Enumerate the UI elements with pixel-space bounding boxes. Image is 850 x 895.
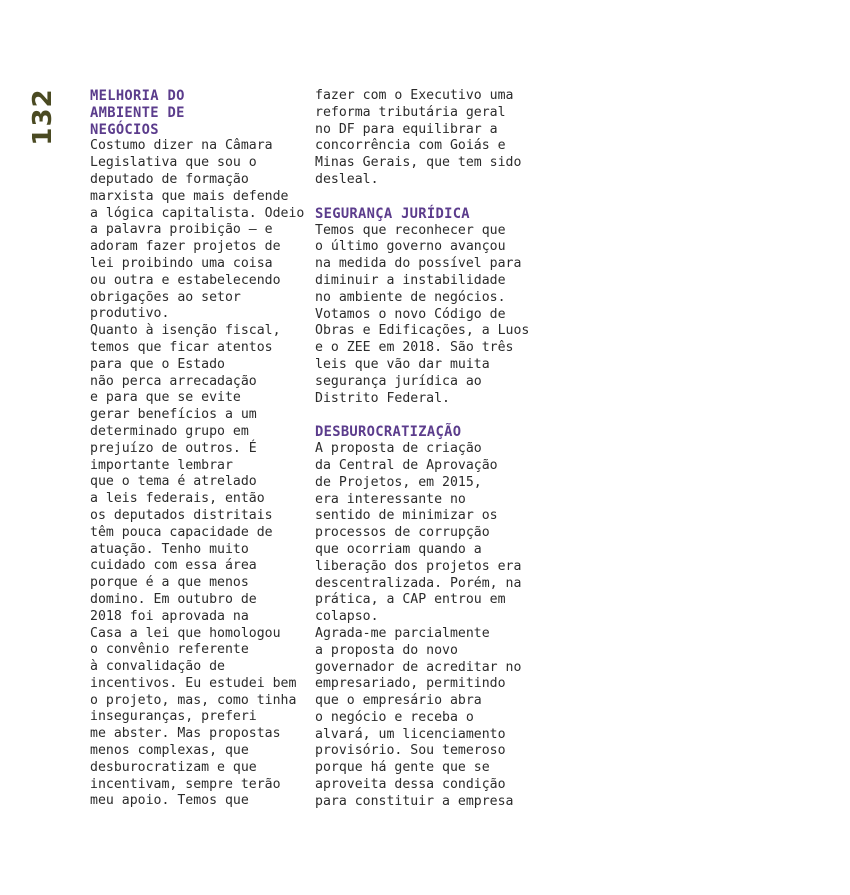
- text-line: atuação. Tenho muito: [90, 541, 249, 557]
- text-line: desleal.: [315, 171, 379, 187]
- text-line: governador de acreditar no: [315, 659, 522, 675]
- text-line: prejuízo de outros. É: [90, 440, 257, 456]
- text-line: domino. Em outubro de: [90, 591, 257, 607]
- text-line: menos complexas, que: [90, 743, 249, 759]
- text-line: diminuir a instabilidade: [315, 272, 506, 288]
- text-line: não perca arrecadação: [90, 373, 257, 389]
- text-line: Quanto à isenção fiscal,: [90, 323, 281, 339]
- text-line: inseguranças, preferi: [90, 709, 257, 725]
- text-line: o projeto, mas, como tinha: [90, 692, 297, 708]
- section-heading-seguranca: SEGURANÇA JURÍDICA: [315, 205, 470, 222]
- text-line: leis que vão dar muita: [315, 356, 490, 372]
- text-line: A proposta de criação: [315, 441, 482, 457]
- text-line: porque é a que menos: [90, 575, 249, 591]
- text-line: fazer com o Executivo uma: [315, 88, 514, 103]
- text-line: descentralizada. Porém, na: [315, 575, 522, 591]
- text-line: no ambiente de negócios.: [315, 289, 506, 305]
- text-line: gerar benefícios a um: [90, 407, 257, 423]
- text-line: que o empresário abra: [315, 693, 482, 709]
- text-line: Temos que reconhecer que: [315, 222, 506, 238]
- text-line: e o ZEE em 2018. São três: [315, 340, 514, 356]
- text-line: me abster. Mas propostas: [90, 726, 281, 742]
- text-line: era interessante no: [315, 491, 466, 507]
- text-line: provisório. Sou temeroso: [315, 743, 506, 759]
- section-desburocratizacao-body: [315, 441, 545, 811]
- text-line: a leis federais, então: [90, 491, 265, 507]
- page-number-text: 132: [28, 88, 58, 146]
- text-line: os deputados distritais: [90, 507, 273, 523]
- text-line: prática, a CAP entrou em: [315, 592, 506, 608]
- text-line: Votamos o novo Código de: [315, 306, 506, 322]
- text-line: a lógica capitalista. Odeio: [90, 205, 305, 221]
- text-line: 2018 foi aprovada na: [90, 608, 249, 624]
- text-line: segurança jurídica ao: [315, 373, 482, 389]
- text-line: na medida do possível para: [315, 256, 522, 272]
- text-line: cuidado com essa área: [90, 558, 257, 574]
- text-line: a palavra proibição — e: [90, 222, 273, 238]
- text-line: no DF para equilibrar a: [315, 121, 498, 137]
- text-line: importante lembrar: [90, 457, 233, 473]
- text-line: empresariado, permitindo: [315, 676, 506, 692]
- text-line: à convalidação de: [90, 659, 225, 675]
- text-line: Costumo dizer na Câmara: [90, 138, 273, 154]
- text-line: produtivo.: [90, 306, 170, 322]
- heading-line: MELHORIA DO: [90, 88, 185, 104]
- text-line: aproveita dessa condição: [315, 777, 506, 793]
- intro-text: [315, 88, 545, 189]
- text-line: deputado de formação: [90, 171, 249, 187]
- text-line: para que o Estado: [90, 356, 225, 372]
- text-line: colapso.: [315, 609, 379, 625]
- text-line: meu apoio. Temos que: [90, 793, 249, 809]
- heading-line: NEGÓCIOS: [90, 121, 159, 138]
- text-line: concorrência com Goiás e: [315, 138, 506, 154]
- text-line: para constituir a empresa: [315, 793, 514, 809]
- text-line: de Projetos, em 2015,: [315, 474, 482, 490]
- text-line: Distrito Federal.: [315, 390, 450, 406]
- text-line: o último governo avançou: [315, 239, 506, 255]
- body-text: [90, 138, 305, 810]
- text-line: Legislativa que sou o: [90, 155, 257, 171]
- right-column: [315, 88, 545, 811]
- text-line: que ocorriam quando a: [315, 541, 482, 557]
- text-line: Minas Gerais, que tem sido: [315, 155, 522, 171]
- text-line: reforma tributária geral: [315, 104, 506, 120]
- text-line: processos de corrupção: [315, 525, 490, 541]
- text-line: incentivos. Eu estudei bem: [90, 675, 297, 691]
- text-line: temos que ficar atentos: [90, 339, 273, 355]
- text-line: da Central de Aprovação: [315, 457, 498, 473]
- text-line: Obras e Edificações, a Luos: [315, 323, 530, 339]
- text-line: sentido de minimizar os: [315, 508, 498, 524]
- text-line: obrigações ao setor: [90, 289, 241, 305]
- text-line: adoram fazer projetos de: [90, 239, 281, 255]
- text-line: determinado grupo em: [90, 423, 249, 439]
- section-heading-melhoria: [90, 88, 305, 138]
- left-column: [90, 88, 305, 810]
- text-line: o convênio referente: [90, 642, 249, 658]
- text-line: lei proibindo uma coisa: [90, 255, 273, 271]
- text-line: que o tema é atrelado: [90, 474, 257, 490]
- section-heading-desburocratizacao: DESBUROCRATIZAÇÃO: [315, 424, 462, 441]
- text-line: porque há gente que se: [315, 760, 490, 776]
- text-line: alvará, um licenciamento: [315, 726, 506, 742]
- text-line: têm pouca capacidade de: [90, 524, 273, 540]
- text-line: desburocratizam e que: [90, 759, 257, 775]
- section-seguranca-body: [315, 223, 545, 408]
- text-line: incentivam, sempre terão: [90, 776, 281, 792]
- text-line: e para que se evite: [90, 390, 241, 406]
- text-line: a proposta do novo: [315, 642, 458, 658]
- text-line: o negócio e receba o: [315, 709, 474, 725]
- text-line: ou outra e estabelecendo: [90, 272, 281, 288]
- text-line: liberação dos projetos era: [315, 558, 522, 574]
- text-line: Casa a lei que homologou: [90, 625, 281, 641]
- text-line: Agrada-me parcialmente: [315, 625, 490, 641]
- heading-line: AMBIENTE DE: [90, 104, 185, 121]
- page-number: [28, 88, 58, 146]
- text-line: marxista que mais defende: [90, 188, 289, 204]
